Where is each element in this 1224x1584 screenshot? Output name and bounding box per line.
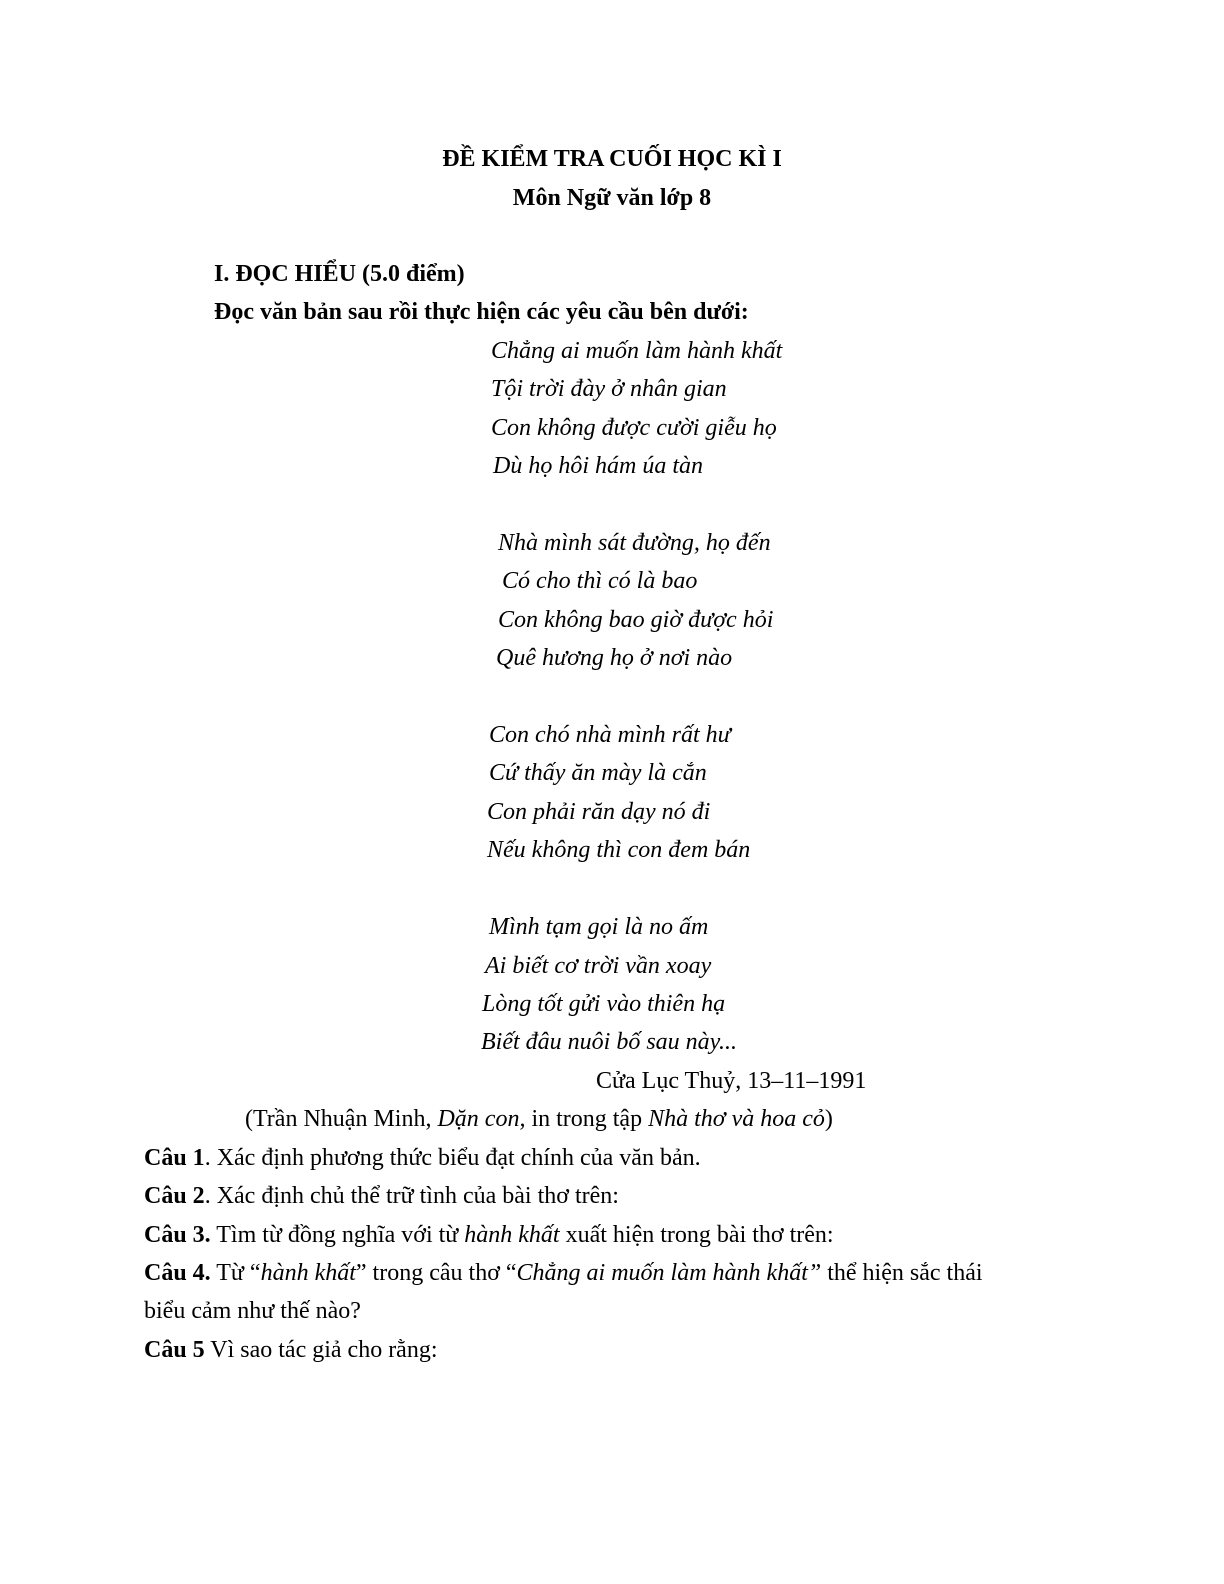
poem-line: Biết đâu nuôi bố sau này...: [481, 1029, 737, 1055]
question-label: Câu 2: [144, 1183, 205, 1209]
section-heading: I. ĐỌC HIỂU (5.0 điểm): [214, 261, 465, 287]
question-5: [144, 1335, 438, 1365]
question-4-continuation: biểu cảm như thế nào?: [144, 1298, 361, 1324]
question-label: Câu 5: [144, 1337, 205, 1363]
poem-line: Chẳng ai muốn làm hành khất: [491, 338, 783, 364]
poem-line: Quê hương họ ở nơi nào: [496, 645, 733, 671]
source-poem-title: Dặn con,: [437, 1106, 526, 1132]
poem-line: Con phải răn dạy nó đi: [487, 799, 711, 825]
exam-subtitle: Môn Ngữ văn lớp 8: [512, 185, 712, 211]
question-label: Câu 3.: [144, 1222, 211, 1248]
question-text: . Xác định chủ thể trữ tình của bài thơ trên:: [204, 1183, 619, 1209]
question-text: Vì sao tác giả cho rằng:: [204, 1337, 438, 1363]
source-text: (Trần Nhuận Minh,: [245, 1106, 438, 1132]
question-term: hành khất: [464, 1222, 560, 1248]
poem-line: Cứ thấy ăn mày là cắn: [489, 760, 707, 786]
question-text: Tìm từ đồng nghĩa với từ: [210, 1222, 465, 1248]
question-2: [144, 1181, 619, 1211]
poem-line: Ai biết cơ trời vần xoay: [485, 953, 712, 979]
question-term: hành khất: [260, 1260, 356, 1286]
question-1: [144, 1143, 701, 1173]
poem-line: Có cho thì có là bao: [502, 568, 698, 594]
question-text: . Xác định phương thức biểu đạt chính của văn bản.: [204, 1145, 701, 1171]
question-4: [144, 1258, 983, 1288]
source-collection-title: Nhà thơ và hoa cỏ: [648, 1106, 825, 1132]
question-text: xuất hiện trong bài thơ trên:: [559, 1222, 834, 1248]
question-3: [144, 1220, 834, 1250]
question-quote: Chẳng ai muốn làm hành khất”: [516, 1260, 822, 1286]
source-text: ): [824, 1106, 833, 1132]
section-instruction: Đọc văn bản sau rồi thực hiện các yêu cầu bên dưới:: [214, 299, 749, 325]
poem-source: [245, 1104, 833, 1134]
poem-line: Mình tạm gọi là no ấm: [489, 914, 709, 940]
question-label: Câu 1: [144, 1145, 205, 1171]
question-label: Câu 4.: [144, 1260, 211, 1286]
exam-title: ĐỀ KIỂM TRA CUỐI HỌC KÌ I: [442, 146, 782, 172]
poem-line: Con không được cười giễu họ: [491, 415, 777, 441]
poem-place-date: Cửa Lục Thuỷ, 13–11–1991: [596, 1068, 867, 1094]
poem-line: Lòng tốt gửi vào thiên hạ: [482, 991, 726, 1017]
source-text: in trong tập: [525, 1106, 649, 1132]
question-text: Từ “: [210, 1260, 261, 1286]
poem-line: Dù họ hôi hám úa tàn: [493, 453, 703, 479]
poem-line: Tội trời đày ở nhân gian: [491, 376, 727, 402]
poem-line: Nhà mình sát đường, họ đến: [498, 530, 771, 556]
question-text: thể hiện sắc thái: [821, 1260, 983, 1286]
poem-line: Con không bao giờ được hỏi: [498, 607, 774, 633]
poem-line: Nếu không thì con đem bán: [487, 837, 751, 863]
question-text: ” trong câu thơ “: [355, 1260, 517, 1286]
poem-line: Con chó nhà mình rất hư: [489, 722, 731, 748]
